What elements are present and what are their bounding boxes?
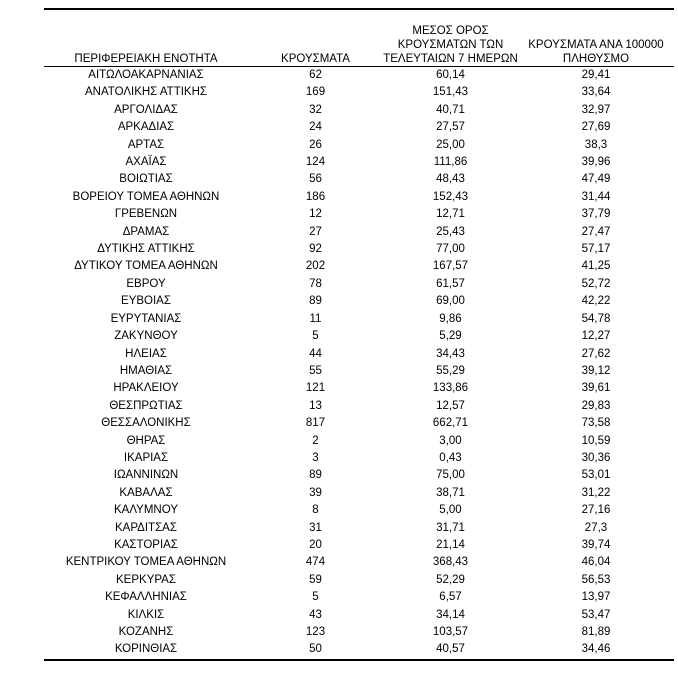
cell-regional-unit: ΚΕΡΚΥΡΑΣ (116, 573, 176, 586)
table-row (44, 328, 674, 345)
table-row (44, 502, 674, 519)
cell-cases: 186 (305, 190, 326, 203)
cell-regional-unit: ΓΡΕΒΕΝΩΝ (114, 208, 178, 221)
cell-regional-unit: ΚΕΝΤΡΙΚΟΥ ΤΟΜΕΑ ΑΘΗΝΩΝ (65, 556, 227, 569)
cell-cases: 121 (305, 382, 326, 395)
cell-cases: 817 (305, 417, 326, 430)
header-regional-unit: ΠΕΡΙΦΕΡΕΙΑΚΗ ΕΝΟΤΗΤΑ (44, 10, 248, 67)
cell-regional-unit: ΘΕΣΣΑΛΟΝΙΚΗΣ (101, 417, 191, 430)
table-row (44, 485, 674, 502)
cell-cases: 24 (309, 121, 322, 134)
cell-cases: 89 (309, 295, 322, 308)
cell-7-day-average: 34,14 (436, 608, 465, 621)
cell-cases-per-100000: 73,58 (581, 417, 611, 430)
table-row (44, 572, 674, 589)
cell-regional-unit: ΚΑΡΔΙΤΣΑΣ (115, 521, 177, 534)
cell-7-day-average: 31,71 (436, 521, 465, 534)
table-row (44, 189, 674, 206)
cell-regional-unit: ΕΥΒΟΙΑΣ (121, 295, 171, 308)
cell-regional-unit: ΘΗΡΑΣ (126, 434, 166, 447)
cell-7-day-average: 0,43 (439, 451, 462, 464)
cell-regional-unit: ΗΜΑΘΙΑΣ (119, 364, 173, 377)
cell-cases-per-100000: 53,01 (581, 469, 611, 482)
cell-cases-per-100000: 56,53 (581, 573, 611, 586)
cell-cases-per-100000: 39,96 (581, 156, 611, 169)
cell-7-day-average: 6,57 (439, 591, 462, 604)
cell-7-day-average: 167,57 (432, 260, 469, 273)
cell-cases: 123 (305, 626, 326, 638)
cell-7-day-average: 75,00 (436, 469, 465, 482)
cell-regional-unit: ΖΑΚΥΝΘΟΥ (114, 330, 178, 343)
cell-cases-per-100000: 12,27 (581, 330, 611, 343)
table-row (44, 433, 674, 450)
cell-cases-per-100000: 31,44 (581, 190, 611, 203)
cell-cases: 56 (309, 173, 322, 186)
cell-cases: 3 (312, 451, 319, 464)
table-row (44, 380, 674, 397)
cell-regional-unit: ΑΡΤΑΣ (127, 138, 165, 151)
cell-7-day-average: 103,57 (432, 626, 469, 638)
cell-regional-unit: ΗΡΑΚΛΕΙΟΥ (113, 382, 179, 395)
cell-regional-unit: ΔΥΤΙΚΗΣ ΑΤΤΙΚΗΣ (97, 243, 195, 256)
cell-7-day-average: 48,43 (436, 173, 465, 186)
cell-7-day-average: 40,71 (436, 103, 465, 116)
cell-cases: 20 (309, 538, 322, 551)
cell-cases-per-100000: 27,47 (581, 225, 611, 238)
table-row (44, 311, 674, 328)
cell-cases: 8 (312, 504, 319, 517)
cell-cases-per-100000: 27,3 (584, 521, 608, 534)
cell-cases: 12 (309, 208, 322, 221)
cell-regional-unit: ΚΟΖΑΝΗΣ (118, 626, 174, 638)
cell-cases-per-100000: 27,16 (581, 504, 611, 517)
cell-cases: 5 (312, 330, 319, 343)
cell-cases-per-100000: 37,79 (581, 208, 611, 221)
table-row (44, 467, 674, 484)
cell-regional-unit: ΚΕΦΑΛΛΗΝΙΑΣ (105, 591, 187, 604)
cell-cases-per-100000: 57,17 (581, 243, 611, 256)
cell-cases-per-100000: 32,97 (581, 103, 611, 116)
cell-cases-per-100000: 41,25 (581, 260, 611, 273)
cell-cases: 27 (309, 225, 322, 238)
cell-7-day-average: 40,57 (436, 643, 465, 656)
cell-regional-unit: ΙΩΑΝΝΙΝΩΝ (113, 469, 179, 482)
table-row (44, 137, 674, 154)
header-cases: ΚΡΟΥΣΜΑΤΑ (248, 10, 383, 67)
cell-cases: 92 (309, 243, 322, 256)
table-header-row (44, 10, 674, 67)
cell-cases: 2 (312, 434, 319, 447)
table-row (44, 84, 674, 101)
cell-cases: 474 (305, 556, 326, 569)
cell-cases-per-100000: 42,22 (581, 295, 611, 308)
cell-regional-unit: ΑΡΚΑΔΙΑΣ (117, 121, 175, 134)
cell-7-day-average: 25,00 (436, 138, 465, 151)
cell-cases-per-100000: 29,83 (581, 399, 611, 412)
cell-regional-unit: ΚΟΡΙΝΘΙΑΣ (114, 643, 178, 656)
cell-7-day-average: 3,00 (439, 434, 462, 447)
cell-cases-per-100000: 38,3 (584, 138, 608, 151)
cell-cases: 44 (309, 347, 322, 360)
cell-cases-per-100000: 81,89 (581, 626, 611, 638)
table-row (44, 450, 674, 467)
table-row (44, 537, 674, 554)
table-row (44, 415, 674, 432)
table-row (44, 258, 674, 275)
table-bottom-rule (44, 659, 674, 661)
cell-cases-per-100000: 53,47 (581, 608, 611, 621)
table-row (44, 102, 674, 119)
cell-cases-per-100000: 39,74 (581, 538, 611, 551)
cell-cases: 62 (309, 69, 322, 81)
cell-7-day-average: 69,00 (436, 295, 465, 308)
cell-cases-per-100000: 46,04 (581, 556, 611, 569)
cell-7-day-average: 60,14 (436, 69, 465, 81)
cell-regional-unit: ΚΑΛΥΜΝΟΥ (114, 504, 178, 517)
table-row (44, 363, 674, 380)
table-body (44, 67, 674, 659)
cell-7-day-average: 21,14 (436, 538, 465, 551)
cell-7-day-average: 38,71 (436, 486, 465, 499)
table-row (44, 346, 674, 363)
cell-cases: 169 (305, 86, 326, 99)
cell-7-day-average: 5,29 (439, 330, 462, 343)
cell-regional-unit: ΕΒΡΟΥ (126, 277, 166, 290)
cell-7-day-average: 25,43 (436, 225, 465, 238)
table-row (44, 206, 674, 223)
cell-cases-per-100000: 30,36 (581, 451, 611, 464)
cell-regional-unit: ΚΑΒΑΛΑΣ (119, 486, 173, 499)
cell-cases: 39 (309, 486, 322, 499)
table-row (44, 241, 674, 258)
table-row (44, 171, 674, 188)
cell-7-day-average: 111,86 (433, 156, 468, 169)
cell-cases-per-100000: 29,41 (581, 69, 611, 81)
cell-cases: 43 (309, 608, 322, 621)
table-row (44, 224, 674, 241)
cell-cases: 55 (309, 364, 322, 377)
cell-7-day-average: 61,57 (436, 277, 465, 290)
cell-7-day-average: 662,71 (432, 417, 469, 430)
cell-cases: 32 (309, 103, 322, 116)
table-row (44, 641, 674, 658)
cell-cases-per-100000: 54,78 (581, 312, 611, 325)
cell-cases: 26 (309, 138, 322, 151)
cell-regional-unit: ΚΙΛΚΙΣ (127, 608, 165, 621)
cell-regional-unit: ΑΙΤΩΛΟΑΚΑΡΝΑΝΙΑΣ (88, 69, 204, 81)
cell-cases-per-100000: 10,59 (581, 434, 611, 447)
cell-cases: 13 (309, 399, 322, 412)
cell-regional-unit: ΚΑΣΤΟΡΙΑΣ (114, 538, 178, 551)
cell-cases: 89 (309, 469, 322, 482)
cell-cases-per-100000: 13,97 (581, 591, 611, 604)
cell-cases: 59 (309, 573, 322, 586)
table-row (44, 607, 674, 624)
cell-cases-per-100000: 34,46 (581, 643, 611, 656)
cell-7-day-average: 152,43 (432, 190, 469, 203)
table-row (44, 293, 674, 310)
cell-regional-unit: ΔΥΤΙΚΟΥ ΤΟΜΕΑ ΑΘΗΝΩΝ (74, 260, 218, 273)
table-row (44, 624, 674, 641)
cell-regional-unit: ΑΝΑΤΟΛΙΚΗΣ ΑΤΤΙΚΗΣ (84, 86, 207, 99)
cell-cases-per-100000: 27,62 (581, 347, 611, 360)
cell-cases: 31 (309, 521, 322, 534)
cell-cases: 50 (309, 643, 322, 656)
cases-by-regional-unit-table (44, 10, 674, 659)
cell-7-day-average: 368,43 (432, 556, 469, 569)
cell-7-day-average: 9,86 (439, 312, 462, 325)
header-7-day-average: ΜΕΣΟΣ ΟΡΟΣ ΚΡΟΥΣΜΑΤΩΝ ΤΩΝ ΤΕΛΕΥΤΑΙΩΝ 7 ΗΜΕΡΩΝ (383, 10, 518, 67)
cell-cases: 11 (309, 312, 322, 325)
cell-7-day-average: 133,86 (432, 382, 469, 395)
cell-7-day-average: 151,43 (432, 86, 469, 99)
cell-cases: 78 (309, 277, 322, 290)
table-row (44, 67, 674, 85)
cell-regional-unit: ΕΥΡΥΤΑΝΙΑΣ (110, 312, 182, 325)
table-row (44, 520, 674, 537)
cell-7-day-average: 12,57 (436, 399, 465, 412)
table-row (44, 398, 674, 415)
cell-cases: 124 (305, 156, 326, 169)
cell-cases-per-100000: 39,61 (581, 382, 611, 395)
cell-regional-unit: ΗΛΕΙΑΣ (125, 347, 167, 360)
cell-cases: 5 (312, 591, 319, 604)
cases-table-sheet (44, 8, 674, 661)
cell-regional-unit: ΒΟΙΩΤΙΑΣ (119, 173, 173, 186)
cell-cases-per-100000: 27,69 (581, 121, 611, 134)
cell-cases-per-100000: 33,64 (581, 86, 611, 99)
cell-cases-per-100000: 47,49 (581, 173, 611, 186)
cell-regional-unit: ΒΟΡΕΙΟΥ ΤΟΜΕΑ ΑΘΗΝΩΝ (72, 190, 220, 203)
cell-7-day-average: 55,29 (436, 364, 465, 377)
cell-7-day-average: 27,57 (436, 121, 465, 134)
header-cases-per-100000: ΚΡΟΥΣΜΑΤΑ ΑΝΑ 100000 ΠΛΗΘΥΣΜΟ (518, 10, 674, 67)
table-row (44, 554, 674, 571)
table-row (44, 276, 674, 293)
cell-7-day-average: 34,43 (436, 347, 465, 360)
cell-regional-unit: ΙΚΑΡΙΑΣ (123, 451, 169, 464)
cell-cases-per-100000: 52,72 (581, 277, 611, 290)
cell-7-day-average: 52,29 (436, 573, 465, 586)
cell-7-day-average: 5,00 (439, 504, 462, 517)
cell-regional-unit: ΘΕΣΠΡΩΤΙΑΣ (109, 399, 183, 412)
cell-cases-per-100000: 31,22 (581, 486, 611, 499)
table-row (44, 589, 674, 606)
cell-7-day-average: 77,00 (436, 243, 465, 256)
cell-regional-unit: ΔΡΑΜΑΣ (122, 225, 170, 238)
cell-regional-unit: ΑΡΓΟΛΙΔΑΣ (114, 103, 178, 116)
table-row (44, 119, 674, 136)
cell-cases-per-100000: 39,12 (581, 364, 611, 377)
cell-cases: 202 (305, 260, 326, 273)
cell-7-day-average: 12,71 (436, 208, 465, 221)
table-row (44, 154, 674, 171)
cell-regional-unit: ΑΧΑΪΑΣ (125, 156, 167, 169)
